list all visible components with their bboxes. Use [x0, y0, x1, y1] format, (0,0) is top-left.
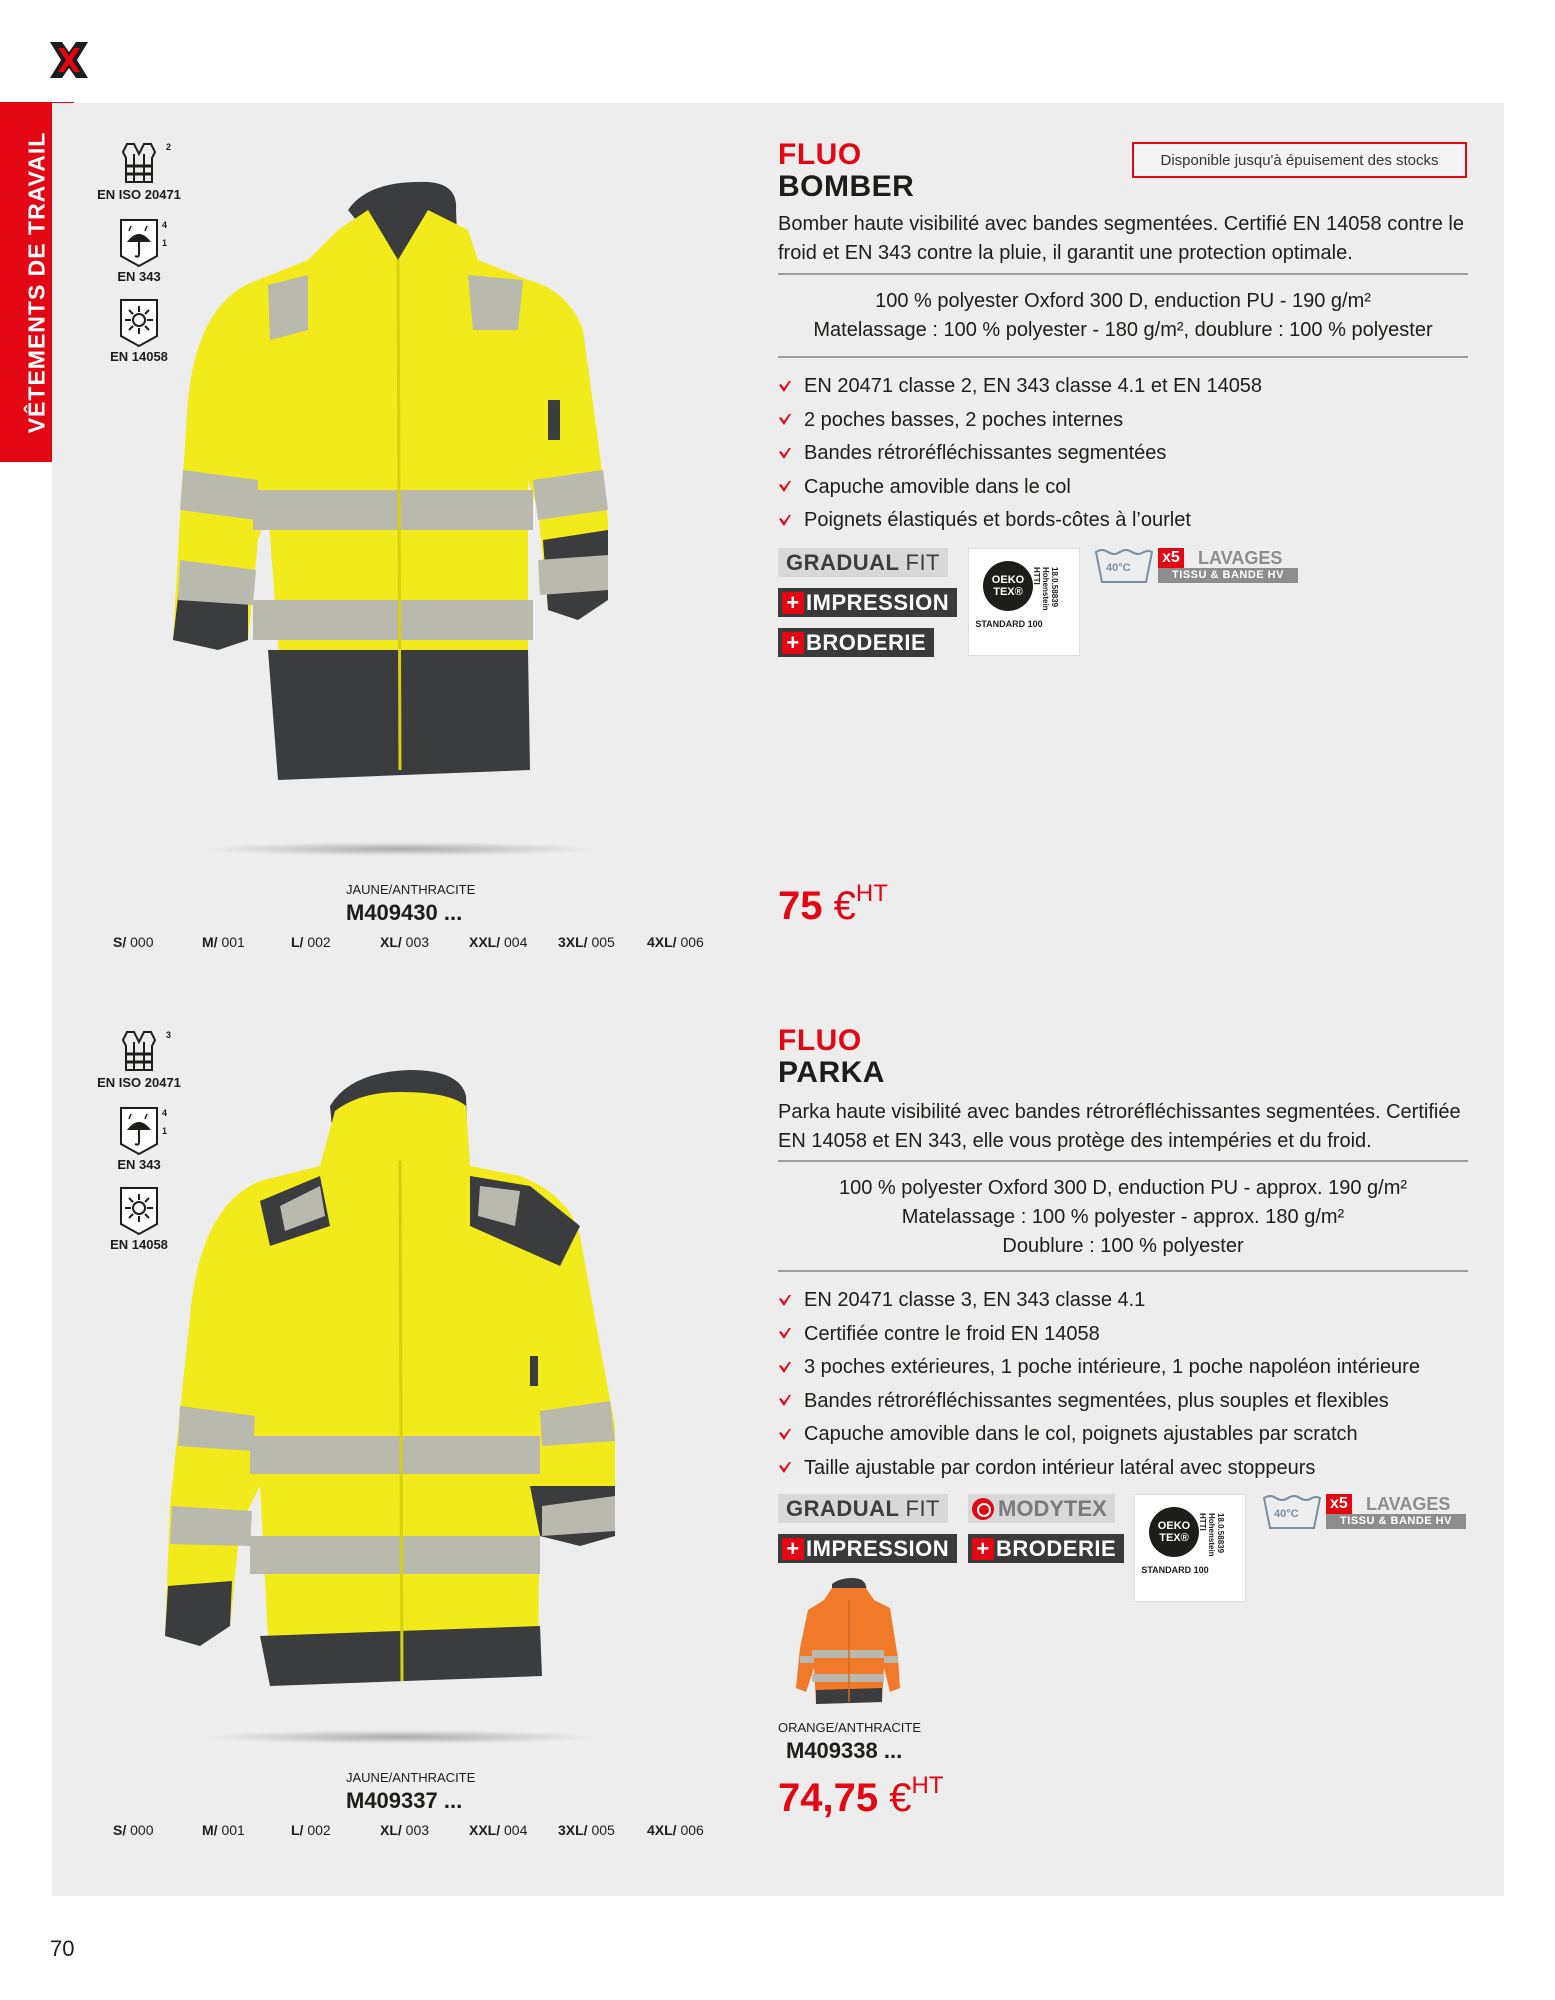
gradual-fit-badge: GRADUAL FIT	[778, 548, 948, 577]
size-item: 3XL/ 005	[558, 1822, 615, 1838]
check-icon	[778, 1327, 792, 1341]
size-item: L/ 002	[291, 1822, 331, 1838]
cert-label: EN 14058	[110, 349, 168, 364]
wash-temp: 40°C	[1106, 562, 1131, 574]
size-item: M/ 001	[202, 934, 245, 950]
wash-times: x5	[1158, 548, 1184, 568]
feature-item: Bandes rétroréfléchissantes segmentées, plus souples et flexibles	[778, 1385, 1478, 1419]
cert-label: EN 343	[117, 1157, 161, 1172]
snowflake-cold-icon	[117, 1186, 161, 1236]
size-item: S/ 000	[113, 1822, 154, 1838]
oeko-code: 18.0.58839 Hohenstein HTTI	[1198, 1513, 1225, 1557]
broderie-badge: + BRODERIE	[968, 1534, 1124, 1563]
gradual-fit-badge: GRADUAL FIT	[778, 1494, 948, 1523]
cert-class: 4	[162, 1108, 168, 1118]
hi-vis-vest-icon	[119, 1028, 159, 1074]
wash-temp: 40°C	[1274, 1508, 1299, 1520]
wash-label: LAVAGES	[1366, 1494, 1451, 1514]
oeko-tex-logo: OEKO TEX®	[1149, 1507, 1199, 1557]
cert-class: 4	[162, 220, 168, 230]
check-icon	[778, 1461, 792, 1475]
feature-item: 2 poches basses, 2 poches internes	[778, 404, 1478, 438]
feature-item: Capuche amovible dans le col	[778, 471, 1478, 505]
product-description: Parka haute visibilité avec bandes rétroréfléchissantes segmentées. Certifiée EN 14058 et EN 343, elle vous protège des intempéries et du froid.	[778, 1101, 1461, 1152]
product-shadow	[200, 1730, 600, 1744]
divider	[778, 1160, 1468, 1162]
check-icon	[778, 1428, 792, 1442]
product-title: BOMBER	[778, 170, 915, 203]
size-item: XL/ 003	[380, 934, 430, 950]
feature-item: EN 20471 classe 3, EN 343 classe 4.1	[778, 1284, 1478, 1318]
material-line: 100 % polyester Oxford 300 D, enduction PU - approx. 190 g/m²	[838, 1177, 1408, 1199]
umbrella-rain-icon	[117, 1106, 161, 1156]
wash-sub: TISSU & BANDE HV	[1326, 1514, 1466, 1529]
plus-icon: +	[782, 1538, 804, 1560]
cert-class: 2	[166, 142, 172, 152]
wash-label: LAVAGES	[1198, 548, 1283, 568]
wash-info	[1262, 1494, 1472, 1534]
check-icon	[778, 1294, 792, 1308]
material-line: 100 % polyester Oxford 300 D, enduction PU - 190 g/m²	[875, 290, 1371, 312]
stock-badge: Disponible jusqu'à épuisement des stocks	[1132, 142, 1467, 178]
feature-item: Taille ajustable par cordon intérieur latéral avec stoppeurs	[778, 1452, 1478, 1486]
broderie-badge: + BRODERIE	[778, 628, 934, 657]
section-tab-label: VÊTEMENTS DE TRAVAIL	[23, 131, 50, 433]
price-value: 75	[778, 884, 823, 928]
modytex-icon	[972, 1498, 994, 1520]
price: 74,75 €$^{HT}$	[778, 1772, 944, 1820]
cert-class: 1	[162, 1126, 168, 1136]
size-item: S/ 000	[113, 934, 154, 950]
cert-class: 1	[162, 238, 168, 248]
product-variant-image-orange[interactable]	[794, 1578, 904, 1708]
plus-icon: +	[972, 1538, 994, 1560]
oeko-standard: STANDARD 100	[975, 619, 1043, 629]
feature-item: Bandes rétroréfléchissantes segmentées	[778, 437, 1478, 471]
product-reference: M409337 ...	[346, 1788, 463, 1813]
size-item: 3XL/ 005	[558, 934, 615, 950]
check-icon	[778, 1361, 792, 1375]
product-reference: M409430 ...	[346, 900, 463, 925]
oeko-tex-logo: OEKO TEX®	[983, 561, 1033, 611]
feature-item: Poignets élastiqués et bords-côtes à l’ourlet	[778, 504, 1478, 538]
size-item: XXL/ 004	[469, 934, 528, 950]
oeko-tex-label	[1134, 1494, 1246, 1602]
cert-label: EN 14058	[110, 1237, 168, 1252]
plus-icon: +	[782, 592, 804, 614]
material-info	[778, 1174, 1468, 1261]
color-label: JAUNE/ANTHRACITE	[346, 1770, 476, 1785]
size-item: XL/ 003	[380, 1822, 430, 1838]
impression-badge: + IMPRESSION	[778, 1534, 957, 1563]
size-item: XXL/ 004	[469, 1822, 528, 1838]
divider	[778, 1270, 1468, 1272]
cert-label: EN ISO 20471	[97, 1075, 181, 1090]
product-title: PARKA	[778, 1056, 885, 1089]
variant-reference: M409338 ...	[786, 1738, 903, 1763]
variant-color-label: ORANGE/ANTHRACITE	[778, 1720, 922, 1735]
color-label: JAUNE/ANTHRACITE	[346, 882, 476, 897]
size-item: M/ 001	[202, 1822, 245, 1838]
wash-sub: TISSU & BANDE HV	[1158, 568, 1298, 583]
product-title-accent: FLUO	[778, 1024, 862, 1057]
plus-icon: +	[782, 632, 804, 654]
cert-class: 3	[166, 1030, 172, 1040]
feature-item: Capuche amovible dans le col, poignets ajustables par scratch	[778, 1418, 1478, 1452]
modytex-badge: MODYTEX	[968, 1494, 1115, 1523]
wash-times: x5	[1326, 1494, 1352, 1514]
size-item: 4XL/ 006	[647, 1822, 704, 1838]
oeko-standard: STANDARD 100	[1141, 1565, 1209, 1575]
price: 75 €$^{HT}$	[778, 880, 888, 928]
product-description: Bomber haute visibilité avec bandes segmentées. Certifié EN 14058 contre le froid et EN 343 contre la pluie, il garantit une protection optimale.	[778, 213, 1464, 264]
price-value: 74,75	[778, 1776, 879, 1820]
material-line: Matelassage : 100 % polyester - approx. 180 g/m²	[901, 1206, 1345, 1228]
feature-list	[778, 1284, 1478, 1485]
check-icon	[778, 1394, 792, 1408]
product-title-accent: FLUO	[778, 138, 862, 171]
size-item: L/ 002	[291, 934, 331, 950]
feature-item: Certifiée contre le froid EN 14058	[778, 1318, 1478, 1352]
cert-label: EN 343	[117, 269, 161, 284]
oeko-code: 18.0.58839 Hohenstein HTTI	[1032, 567, 1059, 611]
material-line: Doublure : 100 % polyester	[1002, 1235, 1244, 1257]
page-number: 70	[50, 1936, 75, 1961]
cert-label: EN ISO 20471	[97, 187, 181, 202]
impression-badge: + IMPRESSION	[778, 588, 957, 617]
material-line: Matelassage : 100 % polyester - 180 g/m², doublure : 100 % polyester	[813, 319, 1433, 341]
size-item: 4XL/ 006	[647, 934, 704, 950]
size-list	[113, 1822, 736, 1838]
feature-item: EN 20471 classe 2, EN 343 classe 4.1 et EN 14058	[778, 370, 1478, 404]
product-image-parka[interactable]	[160, 1066, 670, 1696]
feature-item: 3 poches extérieures, 1 poche intérieure, 1 poche napoléon intérieure	[778, 1351, 1478, 1385]
